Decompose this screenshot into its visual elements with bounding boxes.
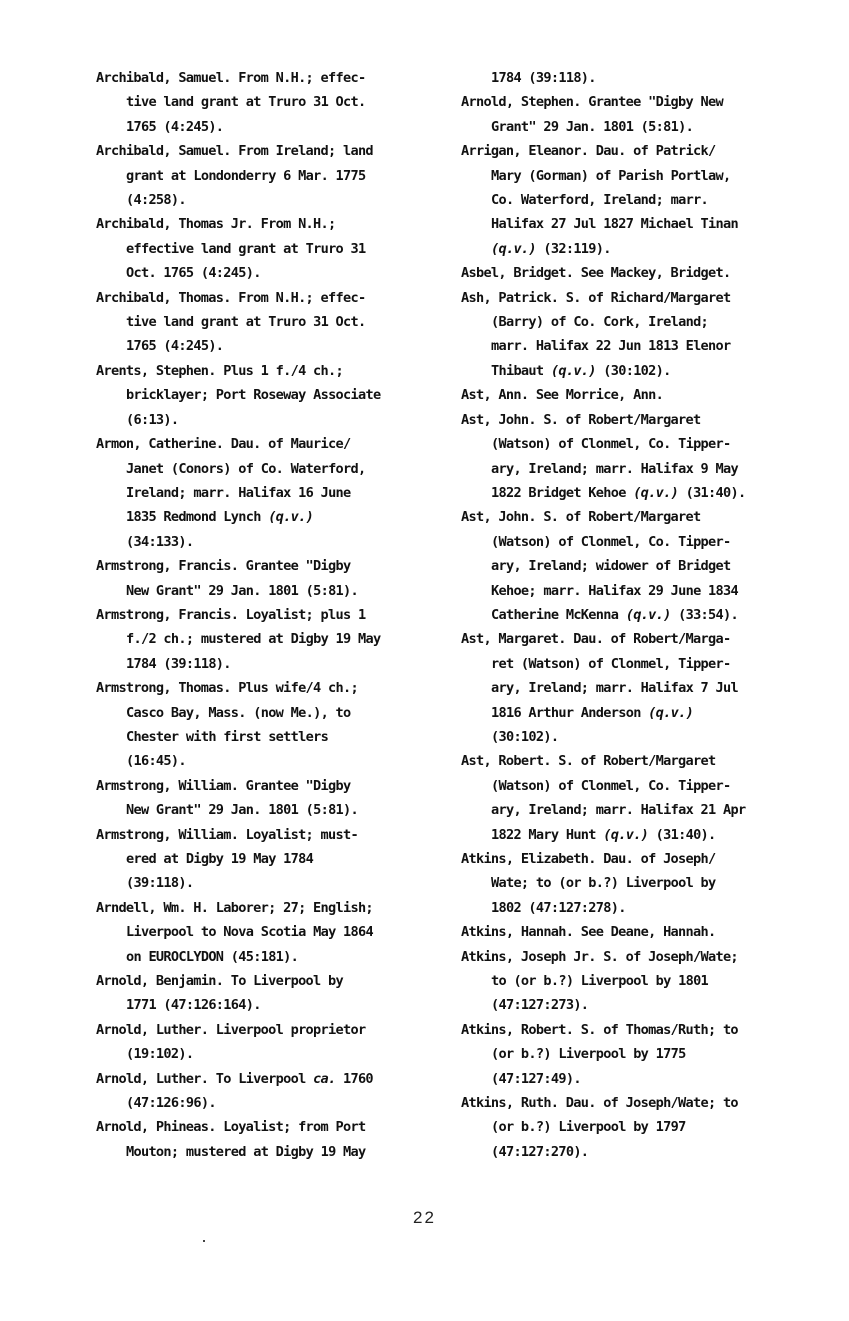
- entry: Armon, Catherine. Dau. of Maurice/ Janet (Conors) of Co. Waterford, Ireland; marr. Halifax 16 June 1835 Redmond Lynch (q.v.) (34:133).: [96, 436, 366, 550]
- entry: Arnold, Benjamin. To Liverpool by 1771 (47:126:164).: [96, 973, 343, 1014]
- entry: Arents, Stephen. Plus 1 f./4 ch.; bricklayer; Port Roseway Associate (6:13).: [96, 362, 381, 428]
- entry-continuation: 1784 (39:118).: [491, 70, 596, 86]
- entry: Atkins, Joseph Jr. S. of Joseph/Wate; to (or b.?) Liverpool by 1801 (47:127:273).: [461, 948, 738, 1014]
- entry: Archibald, Thomas Jr. From N.H.; effective land grant at Truro 31 Oct. 1765 (4:245).: [96, 216, 366, 282]
- entry: Archibald, Samuel. From N.H.; effec- tive land grant at Truro 31 Oct. 1765 (4:245).: [96, 70, 366, 135]
- entry: Armstrong, William. Loyalist; must- ered at Digby 19 May 1784 (39:118).: [96, 826, 358, 892]
- entry: Ast, John. S. of Robert/Margaret (Watson) of Clonmel, Co. Tipper- ary, Ireland; marr. Halifax 9 May 1822 Bridget Kehoe (q.v.) (31:40).: [461, 411, 746, 501]
- right-column: [461, 66, 801, 1164]
- entry: Ast, Robert. S. of Robert/Margaret (Watson) of Clonmel, Co. Tipper- ary, Ireland; marr. Halifax 21 Apr 1822 Mary Hunt (q.v.) (31:40).: [461, 753, 746, 843]
- entry: Ash, Patrick. S. of Richard/Margaret (Barry) of Co. Cork, Ireland; marr. Halifax 22 Jun 1813 Elenor Thibaut (q.v.) (30:102).: [461, 289, 731, 379]
- entry: Asbel, Bridget. See Mackey, Bridget.: [461, 265, 731, 282]
- entry: Armstrong, Francis. Grantee "Digby New Grant" 29 Jan. 1801 (5:81).: [96, 558, 359, 599]
- entry: Atkins, Robert. S. of Thomas/Ruth; to (or b.?) Liverpool by 1775 (47:127:49).: [461, 1021, 738, 1087]
- scan-speck: [203, 1240, 205, 1242]
- entry: Arnold, Luther. Liverpool proprietor (19:102).: [96, 1021, 366, 1063]
- entry: Arndell, Wm. H. Laborer; 27; English; Liverpool to Nova Scotia May 1864 on EUROCLYDON (45:181).: [96, 899, 373, 965]
- entry: Arrigan, Eleanor. Dau. of Patrick/ Mary (Gorman) of Parish Portlaw, Co. Waterford, Ireland; marr. Halifax 27 Jul 1827 Michael Tinan (q.v.) (32:119).: [461, 143, 738, 257]
- left-column: [96, 66, 436, 1164]
- entry: Archibald, Thomas. From N.H.; effec- tive land grant at Truro 31 Oct. 1765 (4:245).: [96, 289, 366, 355]
- entry: Armstrong, William. Grantee "Digby New Grant" 29 Jan. 1801 (5:81).: [96, 777, 359, 819]
- page-number: 22: [413, 1208, 436, 1227]
- entry: Arnold, Stephen. Grantee "Digby New Grant" 29 Jan. 1801 (5:81).: [461, 94, 723, 135]
- entry: Archibald, Samuel. From Ireland; land grant at Londonderry 6 Mar. 1775 (4:258).: [96, 143, 373, 209]
- entry: Atkins, Ruth. Dau. of Joseph/Wate; to (or b.?) Liverpool by 1797 (47:127:270).: [461, 1095, 738, 1160]
- entry: Arnold, Luther. To Liverpool ca. 1760 (47:126:96).: [96, 1070, 373, 1112]
- entry: Armstrong, Thomas. Plus wife/4 ch.; Casco Bay, Mass. (now Me.), to Chester with first settlers (16:45).: [96, 680, 358, 770]
- entry: Ast, John. S. of Robert/Margaret (Watson) of Clonmel, Co. Tipper- ary, Ireland; widower of Bridget Kehoe; marr. Halifax 29 June 1834 Catherine McKenna (q.v.) (33:54).: [461, 509, 738, 623]
- entry: Ast, Ann. See Morrice, Ann.: [461, 387, 664, 404]
- entry: Arnold, Phineas. Loyalist; from Port Mouton; mustered at Digby 19 May: [96, 1119, 366, 1160]
- entry: Atkins, Elizabeth. Dau. of Joseph/ Wate; to (or b.?) Liverpool by 1802 (47:127:278).: [461, 851, 716, 916]
- entry: Ast, Margaret. Dau. of Robert/Marga- ret (Watson) of Clonmel, Tipper- ary, Ireland; marr. Halifax 7 Jul 1816 Arthur Anderson (q.v.) (30:102).: [461, 631, 738, 745]
- entry: Armstrong, Francis. Loyalist; plus 1 f./2 ch.; mustered at Digby 19 May 1784 (39:118).: [96, 606, 381, 672]
- entry: Atkins, Hannah. See Deane, Hannah.: [461, 924, 716, 941]
